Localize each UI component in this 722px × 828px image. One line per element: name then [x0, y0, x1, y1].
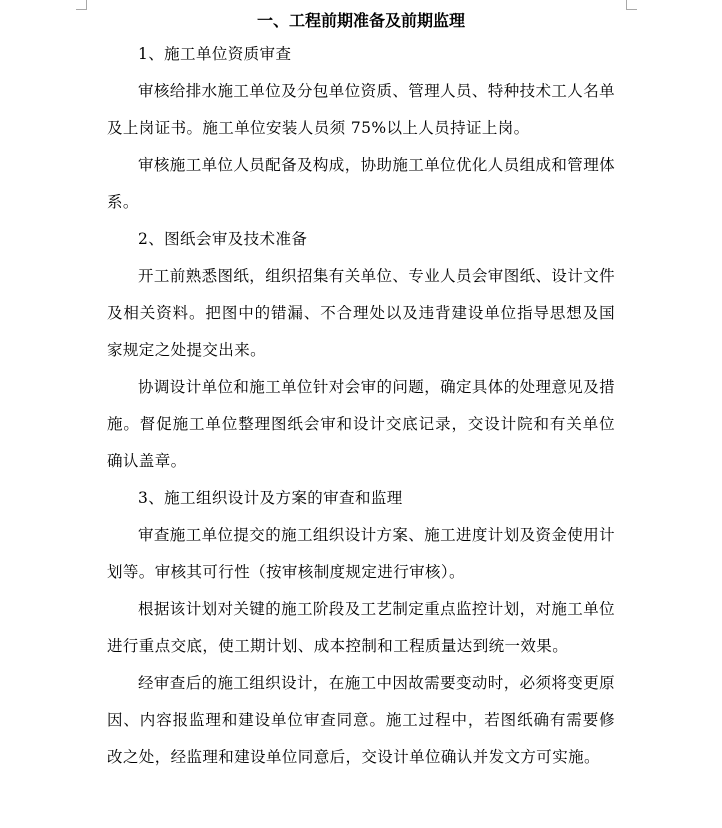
crop-mark-right-horizontal — [627, 9, 637, 10]
section-3 — [107, 480, 615, 776]
section-2 — [107, 221, 615, 480]
section-1 — [107, 36, 615, 221]
document-title: 一、工程前期准备及前期监理 — [256, 11, 465, 30]
paragraph: 根据该计划对关键的施工阶段及工艺制定重点监控计划，对施工单位进行重点交底，使工期计划、成本控制和工程质量达到统一效果。 — [107, 600, 616, 655]
paragraph: 审核给排水施工单位及分包单位资质、管理人员、特种技术工人名单及上岗证书。施工单位安装人员须 75%以上人员持证上岗。 — [107, 82, 616, 137]
paragraph: 审查施工单位提交的施工组织设计方案、施工进度计划及资金使用计划等。审核其可行性（按审核制度规定进行审核）。 — [107, 526, 616, 581]
document-page — [107, 6, 615, 776]
paragraph: 审核施工单位人员配备及构成，协助施工单位优化人员组成和管理体系。 — [107, 156, 616, 211]
section-heading: 2、图纸会审及技术准备 — [138, 230, 308, 248]
paragraph: 协调设计单位和施工单位针对会审的问题，确定具体的处理意见及措施。督促施工单位整理图纸会审和设计交底记录，交设计院和有关单位确认盖章。 — [107, 378, 616, 470]
section-heading: 1、施工单位资质审查 — [138, 45, 292, 63]
crop-mark-left — [86, 0, 87, 10]
section-heading: 3、施工组织设计及方案的审查和监理 — [138, 489, 403, 507]
paragraph: 经审查后的施工组织设计，在施工中因故需要变动时，必须将变更原因、内容报监理和建设单位审查同意。施工过程中，若图纸确有需要修改之处，经监理和建设单位同意后，交设计单位确认并发文方可实施。 — [107, 674, 616, 766]
paragraph: 开工前熟悉图纸，组织招集有关单位、专业人员会审图纸、设计文件及相关资料。把图中的错漏、不合理处以及违背建设单位指导思想及国家规定之处提交出来。 — [107, 267, 616, 359]
crop-mark-left-horizontal — [76, 9, 86, 10]
